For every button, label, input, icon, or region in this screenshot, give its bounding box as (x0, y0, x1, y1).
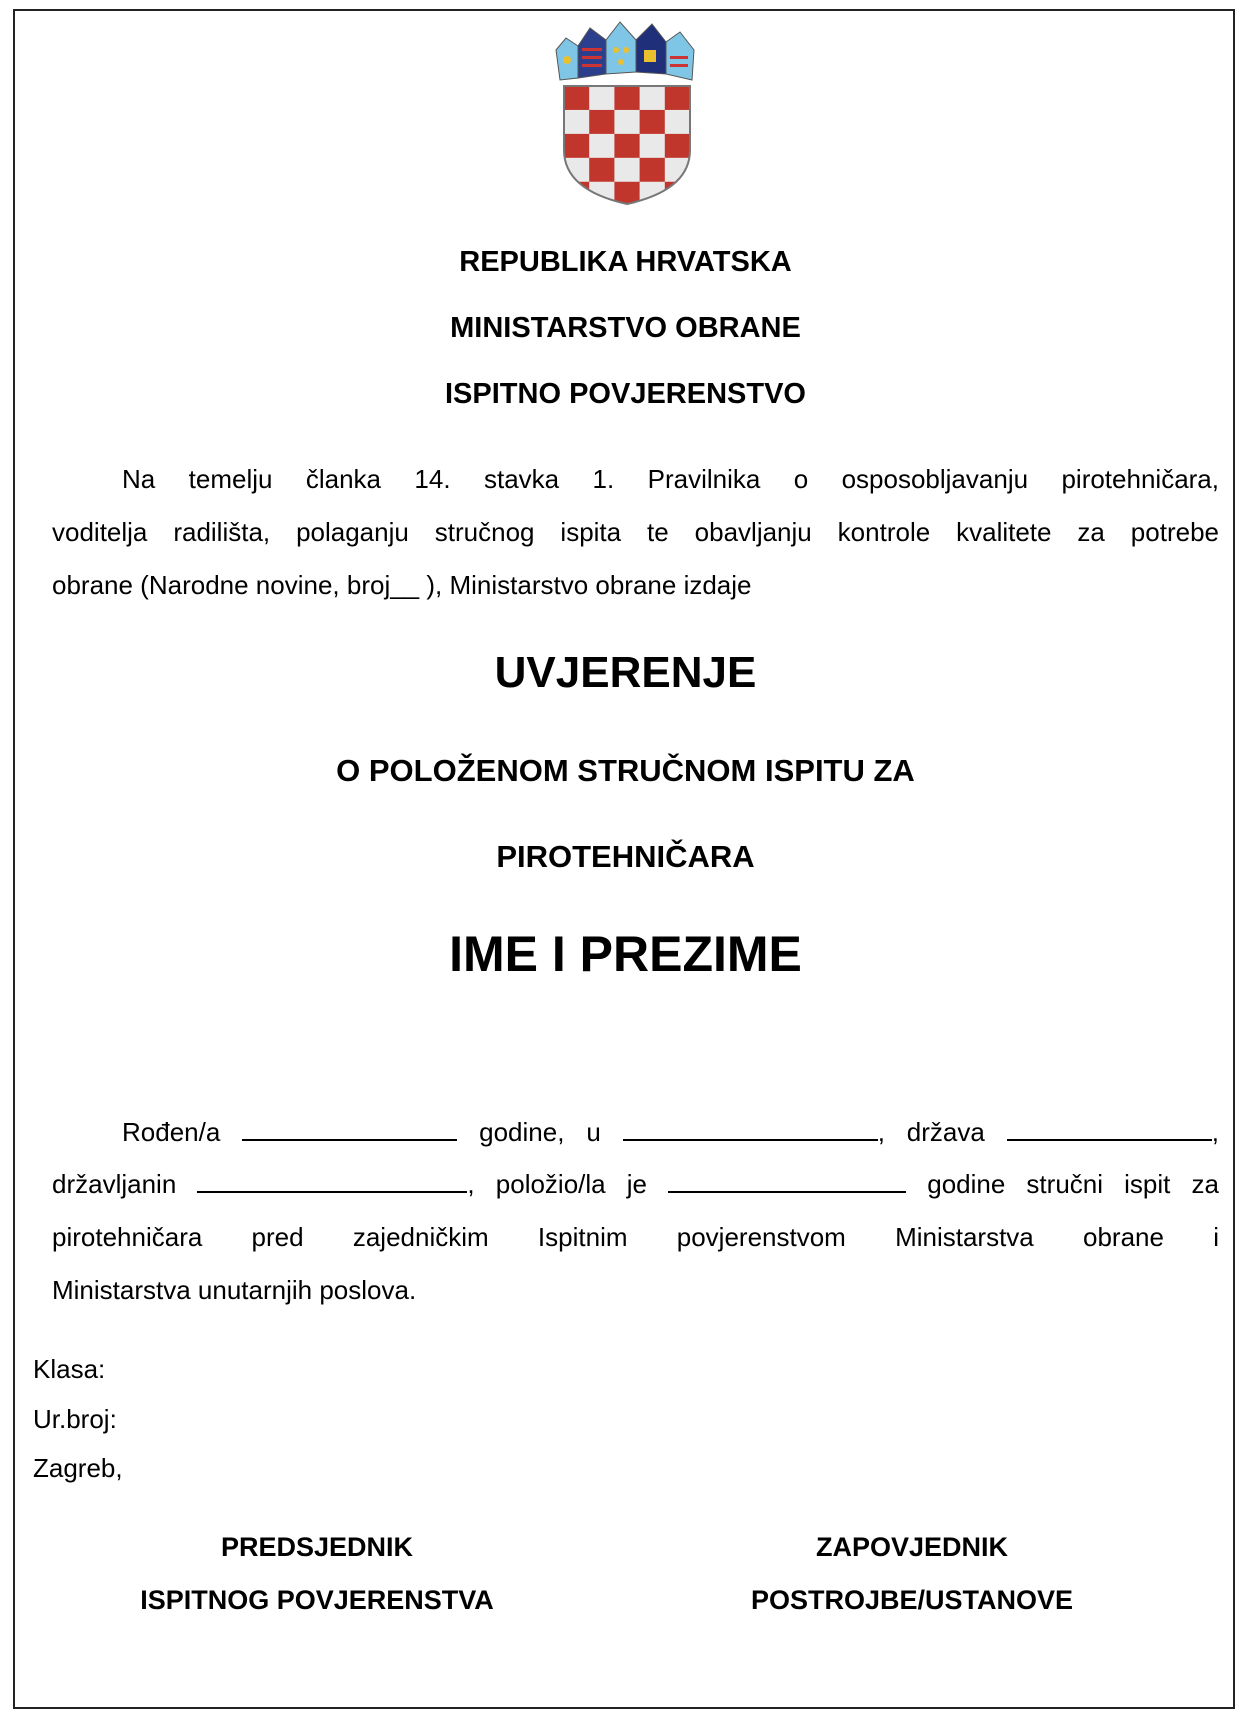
checker-square (564, 182, 590, 206)
header-ministry: MINISTARSTVO OBRANE (450, 312, 801, 344)
exam-label: godine stručni ispit za (927, 1169, 1219, 1199)
urbroj-label: Ur.broj: (33, 1404, 117, 1434)
intro-line-3: obrane (Narodne novine, broj__ ), Ministarstvo obrane izdaje (52, 570, 752, 600)
signature-left (67, 1532, 567, 1616)
birth-place-blank (623, 1117, 878, 1141)
signature-right-body: POSTROJBE/USTANOVE (750, 1585, 1074, 1615)
checker-square (614, 158, 640, 182)
body-line-1 (122, 1117, 1219, 1148)
checker-square (665, 86, 691, 110)
checker-square (640, 182, 666, 206)
intro-line-2: voditelja radilišta, polaganju stručnog ispita te obavljanju kontrole kvalitete za potrebe (52, 517, 1219, 547)
body-line-4: Ministarstva unutarnjih poslova. (52, 1275, 417, 1305)
signature-left-title: PREDSJEDNIK (220, 1532, 414, 1562)
body-line-2 (52, 1169, 1219, 1200)
birth-date-blank (242, 1117, 457, 1141)
header-country: REPUBLIKA HRVATSKA (459, 246, 792, 278)
checker-square (614, 134, 640, 158)
checker-square (564, 86, 590, 110)
signature-right (662, 1532, 1162, 1616)
place-label: Zagreb, (33, 1453, 123, 1483)
checker-square (640, 86, 666, 110)
signature-left-body: ISPITNOG POVJERENSTVA (140, 1585, 494, 1615)
document-subtitle-1: O POLOŽENOM STRUČNOM ISPITU ZA (336, 753, 915, 788)
checker-square (665, 134, 691, 158)
comma: , (1211, 1117, 1219, 1147)
checker-square (589, 182, 615, 206)
document-title: UVJERENJE (494, 648, 757, 697)
checker-square (589, 86, 615, 110)
passed-label: , položio/la je (467, 1169, 647, 1199)
document-subtitle-2: PIROTEHNIČARA (496, 839, 755, 874)
checker-square (589, 158, 615, 182)
checker-square (640, 134, 666, 158)
checker-square (665, 110, 691, 134)
country-label: , država (877, 1117, 985, 1147)
klasa-label: Klasa: (33, 1354, 106, 1384)
checker-square (564, 134, 590, 158)
born-label: Rođen/a (122, 1117, 221, 1147)
header-committee: ISPITNO POVJERENSTVO (445, 378, 806, 410)
checker-square (614, 86, 640, 110)
intro-line-1: Na temelju članka 14. stavka 1. Pravilnika o osposobljavanju pirotehničara, (122, 464, 1219, 494)
checker-square (640, 110, 666, 134)
checker-square (589, 110, 615, 134)
checker-square (640, 158, 666, 182)
year-in-label: godine, u (479, 1117, 601, 1147)
citizen-label: državljanin (52, 1169, 177, 1199)
signature-right-title: ZAPOVJEDNIK (815, 1532, 1009, 1562)
checker-square (665, 182, 691, 206)
checker-square (665, 158, 691, 182)
checker-square (614, 110, 640, 134)
coat-of-arms-icon (548, 20, 706, 206)
checker-square (589, 134, 615, 158)
recipient-name: IME I PREZIME (449, 926, 802, 982)
exam-date-blank (668, 1169, 906, 1193)
body-line-3: pirotehničara pred zajedničkim Ispitnim povjerenstvom Ministarstva obrane i (52, 1222, 1219, 1252)
checker-square (564, 110, 590, 134)
citizenship-blank (197, 1169, 467, 1193)
country-blank (1007, 1117, 1212, 1141)
